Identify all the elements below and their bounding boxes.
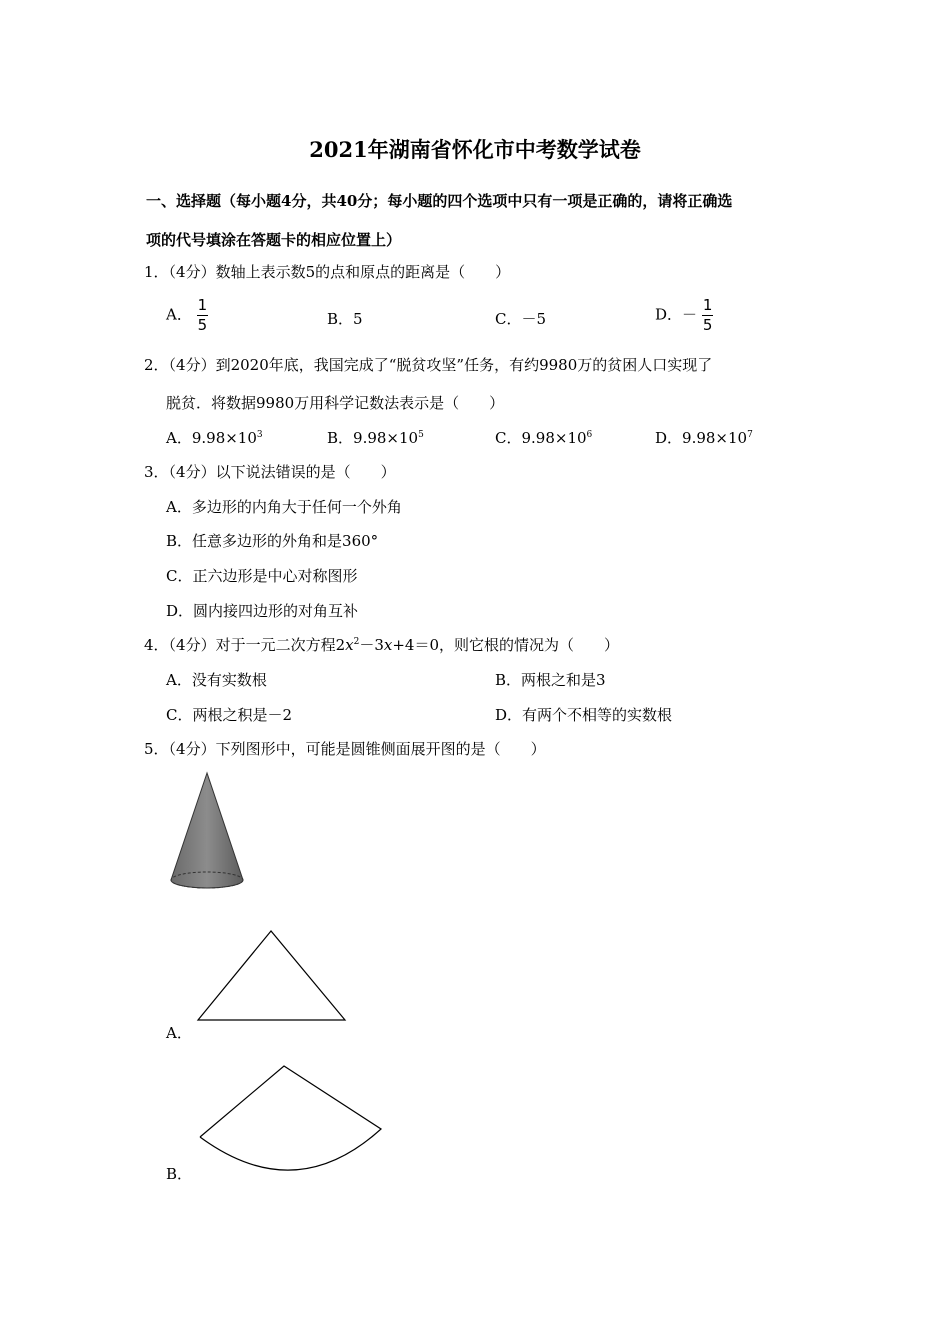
question-1-option-b: B．5 bbox=[327, 310, 363, 328]
option-label: D．－ bbox=[655, 305, 698, 324]
sector-figure bbox=[195, 1062, 387, 1174]
question-3-option-a: A．多边形的内角大于任何一个外角 bbox=[166, 498, 402, 516]
question-4-option-b: B．两根之和是3 bbox=[495, 671, 606, 689]
variable: x bbox=[383, 636, 393, 654]
cone-figure bbox=[165, 768, 250, 893]
question-3-option-c: C．正六边形是中心对称图形 bbox=[166, 567, 358, 585]
option-text: A．9.98×10 bbox=[166, 429, 257, 447]
stem-text: +4＝0，则它根的情况为（ ） bbox=[392, 636, 620, 654]
fraction-numerator: 1 bbox=[197, 296, 208, 314]
option-label: A． bbox=[166, 305, 192, 324]
fraction bbox=[197, 298, 209, 333]
stem-text: －3 bbox=[359, 636, 384, 654]
question-5-stem: 5．（4分）下列图形中，可能是圆锥侧面展开图的是（ ） bbox=[144, 740, 546, 758]
exponent: 6 bbox=[586, 430, 593, 440]
page-title: 2021年湖南省怀化市中考数学试卷 bbox=[309, 137, 641, 162]
question-1-option-a bbox=[166, 298, 208, 333]
question-4-option-a: A．没有实数根 bbox=[166, 671, 267, 689]
stem-text: 4．（4分）对于一元二次方程2 bbox=[144, 636, 346, 654]
question-2-option-c bbox=[495, 427, 592, 448]
exponent: 3 bbox=[256, 430, 263, 440]
fraction-denominator: 5 bbox=[197, 316, 208, 334]
question-5-option-a: A． bbox=[166, 1024, 192, 1042]
option-text: C．9.98×10 bbox=[495, 429, 587, 447]
question-2-stem-line1: 2．（4分）到2020年底，我国完成了“脱贫攻坚”任务，有约9980万的贫困人口实现了 bbox=[144, 356, 713, 374]
exponent: 7 bbox=[747, 430, 753, 440]
question-3-option-d: D．圆内接四边形的对角互补 bbox=[166, 602, 359, 620]
triangle-figure bbox=[195, 928, 350, 1023]
question-3-option-b: B．任意多边形的外角和是360° bbox=[166, 532, 379, 550]
section-heading-line1: 一、选择题（每小题4分，共40分；每小题的四个选项中只有一项是正确的，请将正确选 bbox=[146, 192, 733, 210]
exponent: 2 bbox=[353, 637, 360, 647]
fraction bbox=[702, 298, 714, 333]
section-heading-line2: 项的代号填涂在答题卡的相应位置上） bbox=[146, 231, 402, 249]
question-4-stem bbox=[144, 634, 619, 655]
question-2-option-b bbox=[327, 427, 424, 448]
question-1-option-c: C．－5 bbox=[495, 310, 547, 328]
question-5-option-b: B． bbox=[166, 1165, 193, 1183]
question-3-stem: 3．（4分）以下说法错误的是（ ） bbox=[144, 463, 396, 481]
question-2-stem-line2: 脱贫．将数据9980万用科学记数法表示是（ ） bbox=[166, 394, 505, 412]
variable: x bbox=[345, 636, 354, 654]
option-text: D．9.98×10 bbox=[655, 429, 748, 447]
exponent: 5 bbox=[418, 430, 424, 440]
question-4-option-c: C．两根之积是－2 bbox=[166, 706, 293, 724]
question-4-option-d: D．有两个不相等的实数根 bbox=[495, 706, 673, 724]
question-1-option-d bbox=[655, 298, 713, 333]
fraction-denominator: 5 bbox=[702, 316, 713, 334]
fraction-numerator: 1 bbox=[702, 296, 713, 314]
option-text: B．9.98×10 bbox=[327, 429, 419, 447]
question-2-option-d bbox=[655, 427, 753, 448]
question-1-stem: 1．（4分）数轴上表示数5的点和原点的距离是（ ） bbox=[144, 263, 511, 281]
question-2-option-a bbox=[166, 427, 263, 448]
